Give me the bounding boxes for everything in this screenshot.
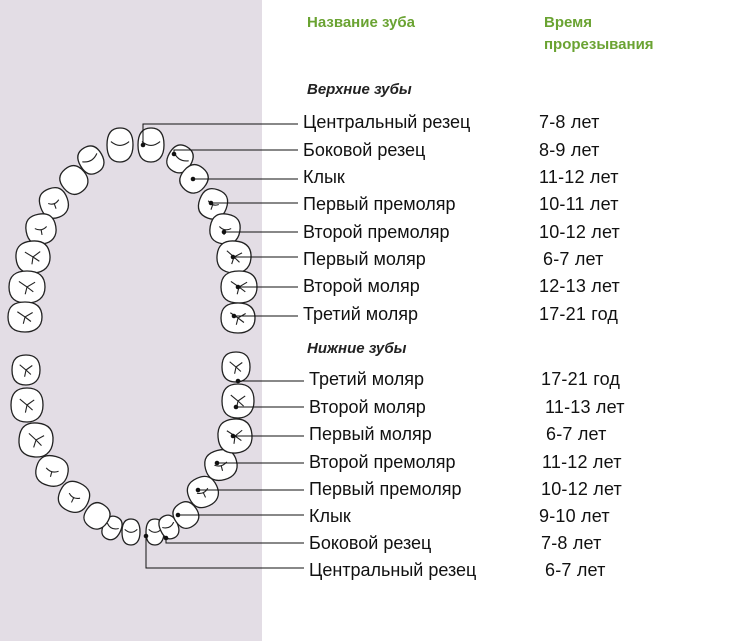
- header-eruption-time-line1: Время: [544, 14, 592, 31]
- upper-leader-dot-4: [209, 201, 214, 206]
- lower-leader-dot-5: [196, 488, 201, 493]
- lower-leader-dot-6: [176, 513, 181, 518]
- lower-leader-dot-2: [234, 405, 239, 410]
- lower-leader-line-8: [146, 536, 304, 568]
- upper-leader-dot-6: [231, 255, 236, 260]
- upper-tooth-name-2: Боковой резец: [303, 140, 426, 160]
- upper-eruption-time-6: 6-7 лет: [543, 249, 604, 269]
- lower-right-tooth-7: [222, 384, 254, 418]
- upper-eruption-time-1: 7-8 лет: [539, 112, 600, 132]
- header-tooth-name: Название зуба: [307, 14, 416, 31]
- lower-eruption-time-3: 6-7 лет: [546, 424, 607, 444]
- upper-eruption-time-3: 11-12 лет: [539, 167, 619, 187]
- upper-tooth-name-4: Первый премоляр: [303, 194, 456, 214]
- upper-tooth-name-3: Клык: [303, 167, 345, 187]
- upper-eruption-time-5: 10-12 лет: [539, 222, 620, 242]
- upper-leader-line-1: [143, 124, 298, 145]
- upper-left-tooth-1: [107, 128, 133, 162]
- lower-leader-dot-3: [231, 434, 236, 439]
- upper-leader-dot-8: [232, 314, 237, 319]
- upper-left-tooth-6: [15, 240, 52, 275]
- lower-leader-line-7: [166, 538, 304, 543]
- lower-tooth-name-4: Второй премоляр: [309, 452, 456, 472]
- header-eruption-time-line2: прорезывания: [544, 36, 654, 53]
- lower-tooth-name-7: Боковой резец: [309, 533, 432, 553]
- lower-eruption-time-1: 17-21 год: [541, 369, 621, 389]
- upper-right-tooth-8: [221, 303, 255, 333]
- lower-eruption-time-4: 11-12 лет: [542, 452, 622, 472]
- lower-eruption-time-6: 9-10 лет: [539, 506, 610, 526]
- lower-tooth-name-5: Первый премоляр: [309, 479, 462, 499]
- upper-eruption-time-2: 8-9 лет: [539, 140, 600, 160]
- lower-tooth-name-1: Третий моляр: [309, 369, 425, 389]
- lower-left-tooth-6: [18, 422, 55, 459]
- upper-left-tooth-7: [9, 271, 45, 303]
- upper-leader-dot-5: [222, 230, 227, 235]
- lower-tooth-name-6: Клык: [309, 506, 351, 526]
- upper-eruption-time-8: 17-21 год: [539, 304, 619, 324]
- upper-leader-dot-3: [191, 177, 196, 182]
- lower-teeth-title: Нижние зубы: [307, 340, 407, 357]
- lower-leader-dot-1: [236, 379, 241, 384]
- upper-leader-dot-2: [172, 152, 177, 157]
- lower-leader-dot-4: [215, 461, 220, 466]
- upper-tooth-name-8: Третий моляр: [303, 304, 419, 324]
- lower-left-tooth-1: [122, 519, 140, 545]
- upper-leader-dot-1: [141, 143, 146, 148]
- upper-leader-dot-7: [236, 285, 241, 290]
- lower-leader-dot-7: [164, 536, 169, 541]
- lower-tooth-name-3: Первый моляр: [309, 424, 432, 444]
- lower-eruption-time-8: 6-7 лет: [545, 560, 606, 580]
- lower-tooth-name-8: Центральный резец: [309, 560, 477, 580]
- lower-left-tooth-7: [11, 388, 43, 422]
- upper-teeth-title: Верхние зубы: [307, 81, 412, 98]
- lower-tooth-name-2: Второй моляр: [309, 397, 426, 417]
- upper-tooth-name-1: Центральный резец: [303, 112, 471, 132]
- lower-leader-dot-8: [144, 534, 149, 539]
- lower-left-tooth-8: [12, 355, 40, 385]
- lower-eruption-time-2: 11-13 лет: [545, 397, 625, 417]
- upper-left-tooth-8: [8, 302, 42, 332]
- upper-tooth-name-7: Второй моляр: [303, 276, 420, 296]
- lower-eruption-time-7: 7-8 лет: [541, 533, 602, 553]
- lower-right-tooth-8: [222, 352, 250, 382]
- upper-eruption-time-7: 12-13 лет: [539, 276, 620, 296]
- upper-tooth-name-6: Первый моляр: [303, 249, 426, 269]
- upper-tooth-name-5: Второй премоляр: [303, 222, 450, 242]
- upper-eruption-time-4: 10-11 лет: [539, 194, 619, 214]
- lower-eruption-time-5: 10-12 лет: [541, 479, 622, 499]
